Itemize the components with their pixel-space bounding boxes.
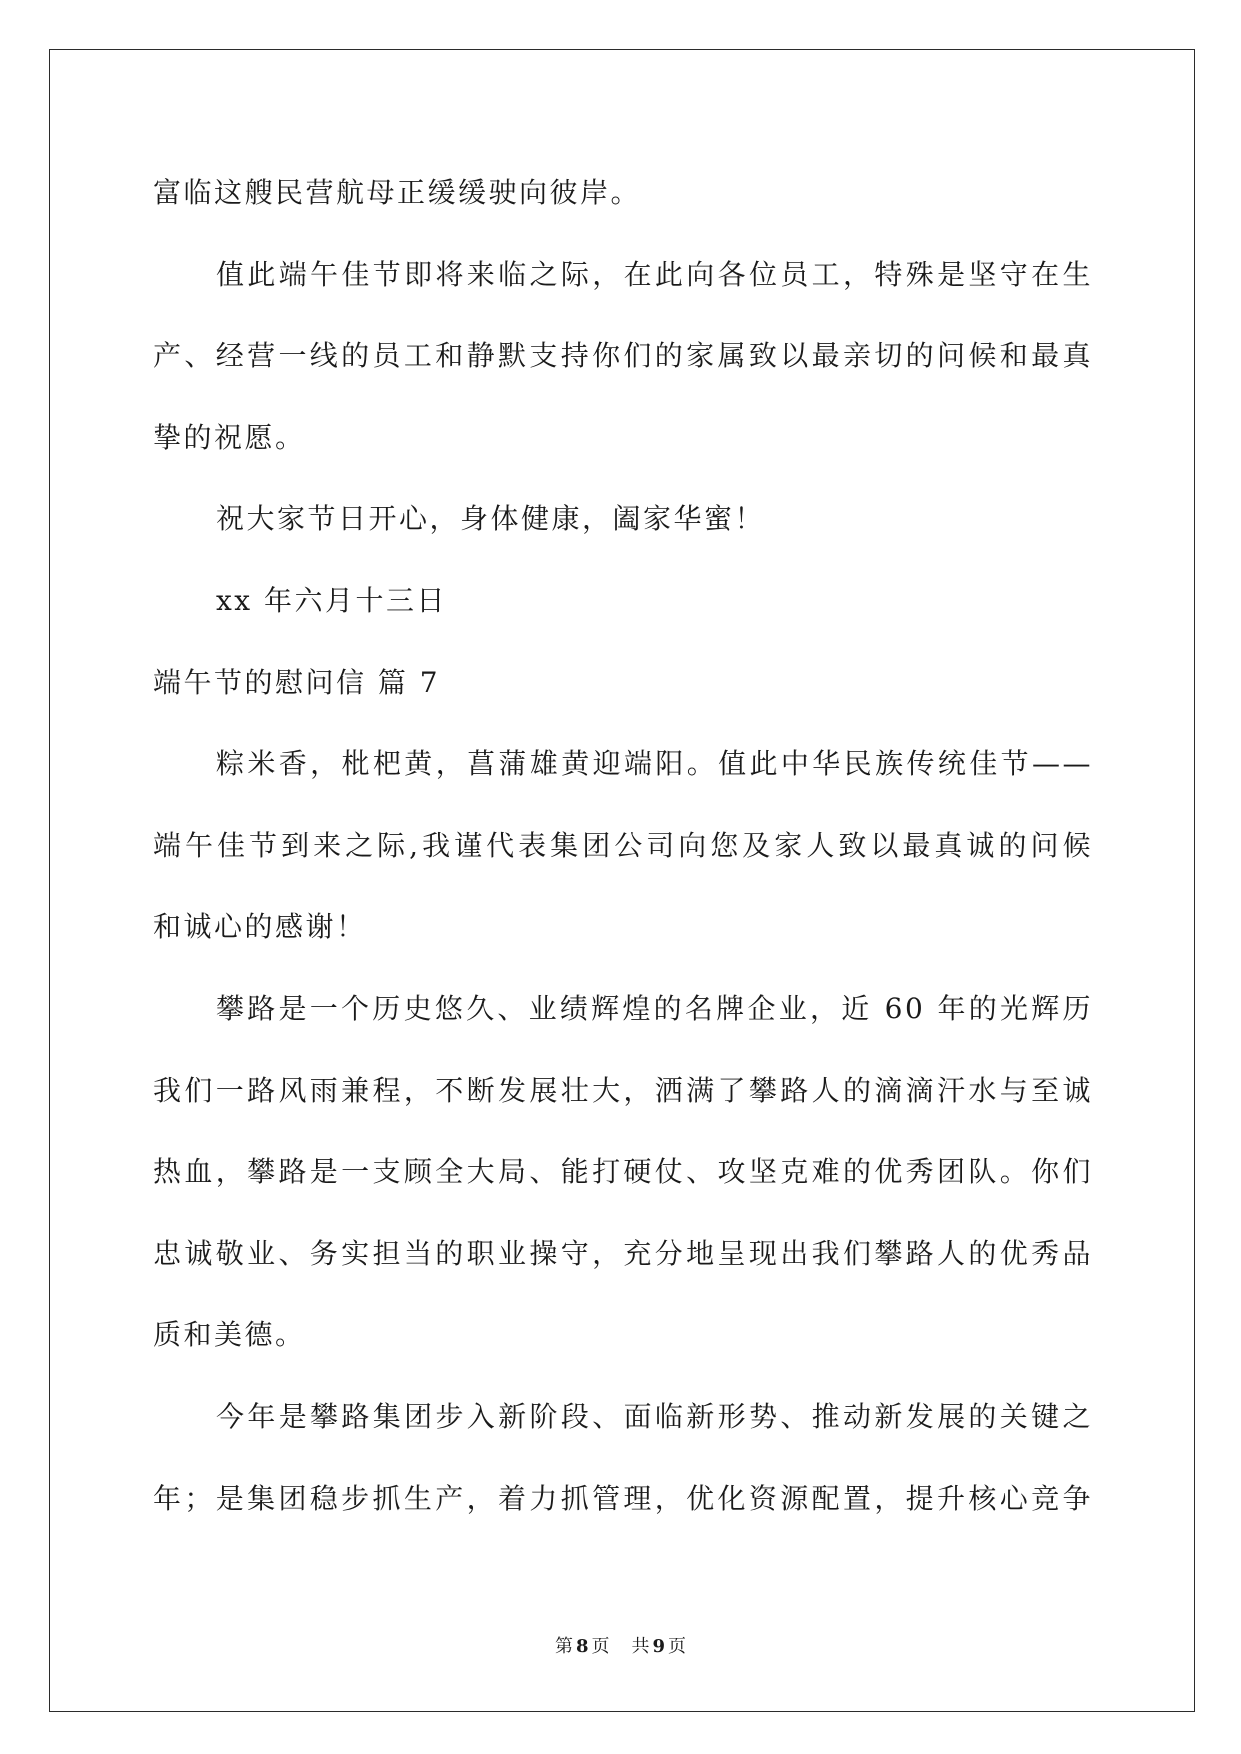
text-line: 富临这艘民营航母正缓缓驶向彼岸。 (153, 176, 642, 209)
text-line: 产、经营一线的员工和静默支持你们的家属致以最亲切的问候和最真 (153, 339, 1093, 373)
text-line: 值此端午佳节即将来临之际，在此向各位员工，特殊是坚守在生 (216, 257, 1093, 291)
text-line: 忠诚敬业、务实担当的职业操守，充分地呈现出我们攀路人的优秀品 (153, 1236, 1093, 1270)
total-pages-prefix: 共 (631, 1636, 650, 1657)
text-line: 攀路是一个历史悠久、业绩辉煌的名牌企业，近 60 年的光辉历 (216, 991, 1093, 1025)
text-line: 祝大家节日开心，身体健康，阖家华蜜！ (216, 502, 766, 536)
document-body (153, 152, 1093, 1539)
date-line: xx 年六月十三日 (216, 583, 447, 617)
section-heading: 端午节的慰问信 篇 7 (153, 665, 441, 699)
text-line: 质和美德。 (153, 1318, 306, 1352)
current-page-number: 8 (575, 1636, 589, 1657)
text-line: 年；是集团稳步抓生产，着力抓管理，优化资源配置，提升核心竞争 (153, 1481, 1093, 1515)
text-line: 和诚心的感谢！ (153, 910, 367, 944)
total-pages-unit: 页 (668, 1636, 687, 1657)
text-line: 粽米香，枇杷黄，菖蒲雄黄迎端阳。值此中华民族传统佳节—— (216, 747, 1093, 781)
total-pages-number: 9 (652, 1636, 666, 1657)
text-line: 我们一路风雨兼程，不断发展壮大，洒满了攀路人的滴滴汗水与至诚 (153, 1073, 1093, 1107)
text-line: 端午佳节到来之际,我谨代表集团公司向您及家人致以最真诚的问候 (153, 828, 1093, 862)
page-number-unit: 页 (591, 1636, 610, 1657)
text-line: 挚的祝愿。 (153, 420, 306, 454)
page-footer (0, 1634, 1241, 1660)
text-line: 热血，攀路是一支顾全大局、能打硬仗、攻坚克难的优秀团队。你们 (153, 1155, 1093, 1189)
page-number-prefix: 第 (554, 1636, 573, 1657)
text-line: 今年是攀路集团步入新阶段、面临新形势、推动新发展的关键之 (216, 1399, 1093, 1433)
